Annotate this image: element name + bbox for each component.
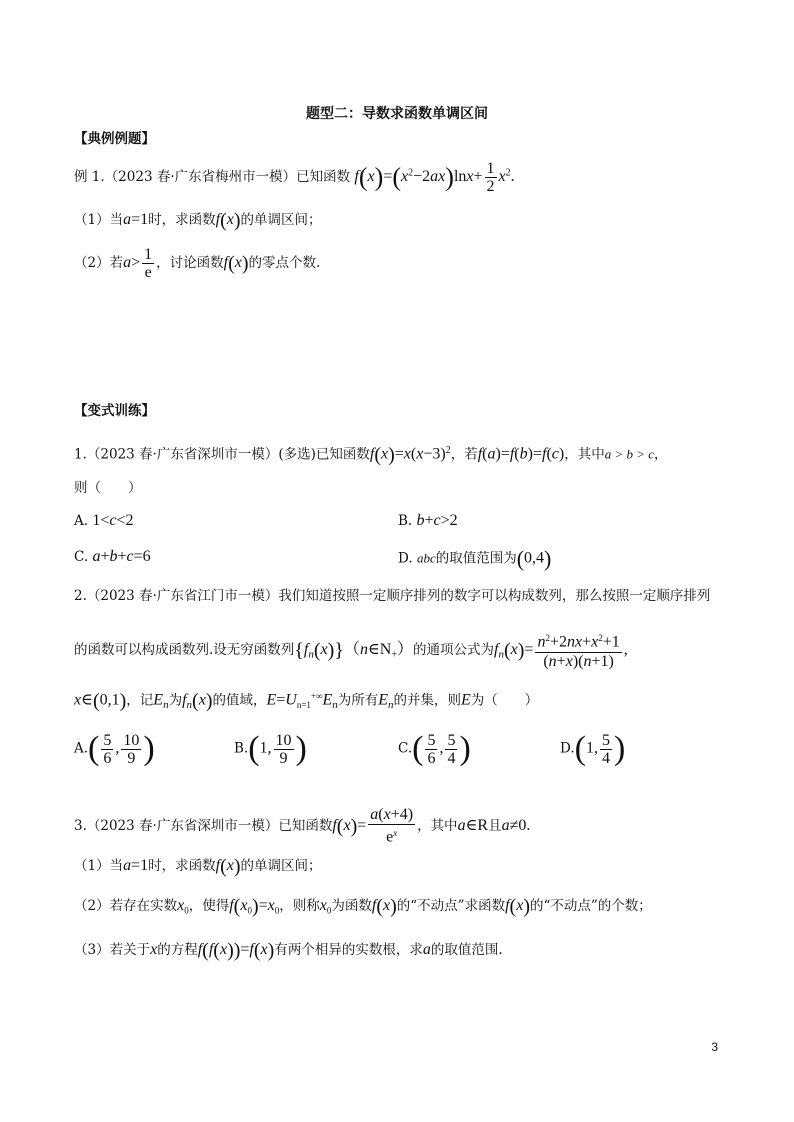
problem-2-line-3: x∈(0,1)，记$E_n$为$f_n(x)$的值域，$E=U_{n=1}^{+\infty}E_n$为所有$E_n$的并集，则E为（ ） [74,690,539,712]
section-heading-practice: 【变式训练】 [74,403,155,419]
example-1-source: 例 1.（2023 春·广东省梅州市一模）已知函数 [74,169,351,185]
problem-2-option-d[interactable]: D.(1, $\frac{5}{4}$ ) [560,730,626,767]
example-1-part-2: （2）若a> $\frac{1}{e}$ ，讨论函数f(x)的零点个数. [74,246,321,281]
problem-1-statement: 1.（2023 春·广东省深圳市一模）(多选)已知函数$f(x)=x(x-3)^2$，若f(a)=f(b)=f(c)，其中a > b > c， [74,444,668,466]
section-heading-examples: 【典例例题】 [74,131,155,147]
example-1-part-1: （1）当a=1时，求函数f(x)的单调区间； [74,209,322,232]
problem-3-statement: 3.（2023 春·广东省深圳市一模）已知函数f(x)= $\frac{a(x+4)}{e^x}$ ，其中a∈R且a≠0. [74,806,531,846]
problem-1-option-b[interactable]: B. b+c>2 [398,512,458,529]
problem-3-part-1: （1）当a=1时，求函数f(x)的单调区间； [74,855,322,878]
example-1-statement: 例 1.（2023 春·广东省梅州市一模）已知函数 $f(x)=(x^2-2ax)\ln x+$ $\frac{1}{2}$ $x^2$. [74,160,515,195]
problem-1-option-d[interactable]: D. abc的取值范围为(0,4) [398,546,552,571]
problem-2-line-2: 的函数可以构成函数列.设无穷函数列$\{f_n(x)\}(n\in N_+)$的通项公式为$f_n(x)=$ $\frac{n^2+2nx+x^2+1}{(n+x)(n+1)}$ , [74,630,724,671]
problem-2-option-a[interactable]: A.( $\frac{5}{6}$ , $\frac{10}{9}$ ) [74,730,155,767]
problem-2-option-b[interactable]: B.(1, $\frac{10}{9}$ ) [234,730,307,767]
problem-1-line-2: 则（ ） [74,480,142,496]
page-title: 题型二：导数求函数单调区间 [306,106,488,122]
problem-3-part-2: （2）若存在实数$x_0$，使得$f(x_0)=x_0$，则称$x_0$为函数f(x)的“不动点”求函数f(x)的“不动点”的个数； [74,895,652,918]
problem-2-line-1: 2.（2023 春·广东省江门市一模）我们知道按照一定顺序排列的数字可以构成数列，那么按照一定顺序排列 [74,588,711,604]
problem-3-part-3: （3）若关于x的方程f(f(x))=f(x)有两个相异的实数根，求a的取值范围. [74,939,503,962]
problem-1-option-c[interactable]: C. a+b+c=6 [74,548,151,565]
problem-2-option-c[interactable]: C.( $\frac{5}{6}$ , $\frac{5}{4}$ ) [398,730,471,767]
formula: f [354,168,359,185]
problem-1-option-a[interactable]: A. 1<c<2 [74,512,134,529]
page-number: 3 [711,1040,718,1054]
